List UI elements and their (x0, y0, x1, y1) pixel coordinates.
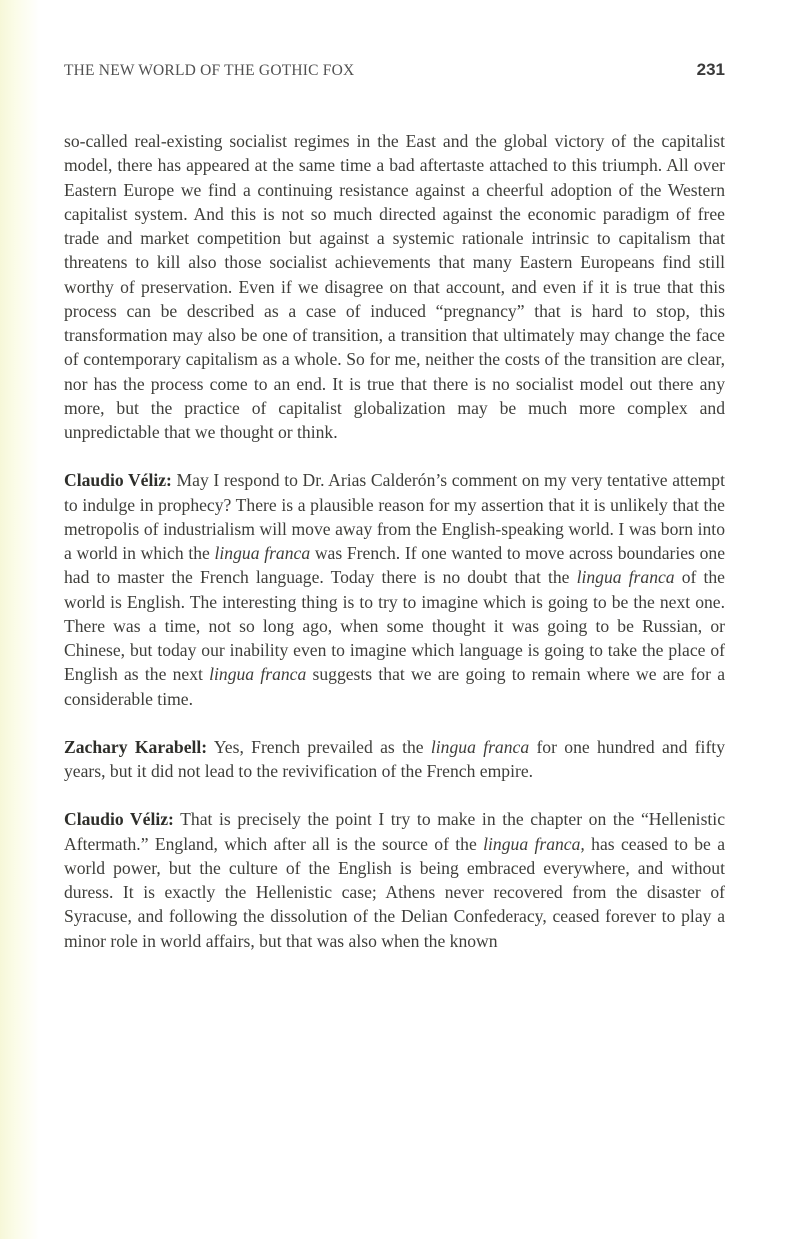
paragraph-text: was French. If one wanted to move across boundaries one had to master the French language. Today there is no doubt that the (64, 543, 726, 588)
page-number: 231 (696, 60, 725, 79)
paragraph-text: suggests that we are going to remain where we are for a considerable time. (64, 664, 726, 709)
paragraph-text: of the world is English. The interesting thing is to try to imagine which is going to be the next one. There was a time, not so long ago, when some thought it was going to be Russian, or Chinese, but today our inability even to imagine which language is going to take the place of English as the next (64, 567, 725, 685)
paragraph-text: for one hundred and fifty years, but it did not lead to the revivification of the French empire. (64, 736, 725, 781)
paragraph-text: That is precisely the point I try to make in the chapter on the “Hellenistic Aftermath.” England, which after all is the source of the (64, 809, 725, 854)
italic-term: lingua franca, (483, 833, 585, 854)
paragraph-text: has ceased to be a world power, but the culture of the English is being embraced everywhere, and without duress. It is exactly the Hellenistic case; Athens never recovered from the disaster of Syracuse, and following the dissolution of the Delian Confederacy, ceased forever to play a minor role in world affairs, but that was also when the known (64, 833, 725, 951)
page-edge-shadow (0, 0, 40, 1239)
italic-term: lingua franca (209, 664, 307, 685)
speaker-name: Claudio Véliz: (64, 809, 174, 830)
italic-term: lingua franca (430, 736, 530, 757)
running-title: THE NEW WORLD OF THE GOTHIC FOX (64, 62, 355, 79)
body-text (64, 129, 725, 953)
running-head (64, 62, 725, 86)
speaker-name: Claudio Véliz: (64, 470, 172, 491)
paragraph (64, 129, 725, 444)
paragraph (64, 735, 725, 784)
speaker-name: Zachary Karabell: (64, 736, 208, 757)
paragraph (64, 807, 725, 953)
paragraph-text: Yes, French prevailed as the (207, 736, 431, 757)
italic-term: lingua franca (576, 567, 675, 588)
italic-term: lingua franca (214, 543, 311, 563)
paragraph-text: May I respond to Dr. Arias Calderón’s comment on my very tentative attempt to indulge in prophecy? There is a plausible reason for my assertion that it is unlikely that the metropolis of industrialism will move away from the English-speaking world. I was born into a world in which the (64, 470, 725, 563)
paragraph-text: so-called real-existing socialist regimes in the East and the global victory of the capitalist model, there has appeared at the same time a bad aftertaste attached to this triumph. All over Eastern Europe we find a continuing resistance against a cheerful adoption of the Western capitalist system. And this is not so much directed against the economic paradigm of free trade and market competition but against a systemic rationale intrinsic to capitalism that threatens to kill also those socialist achievements that many Eastern Europeans find still worthy of preservation. Even if we disagree on that account, and even if it is true that this process can be described as a case of induced “pregnancy” that is hard to stop, this transformation may also be one of transition, a transition that ultimately may change the face of contemporary capitalism as a whole. So for me, neither the costs of the transition are clear, nor has the process come to an end. It is true that there is no socialist model out there any more, but the practice of capitalist globalization may be much more complex and unpredictable that we thought or think. (64, 131, 725, 442)
paragraph (64, 468, 725, 711)
